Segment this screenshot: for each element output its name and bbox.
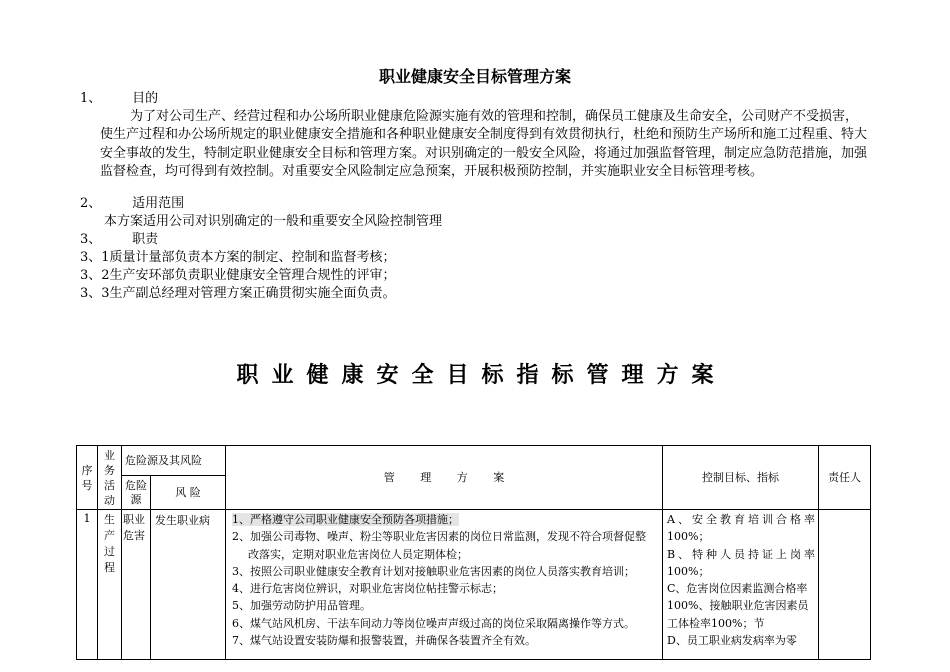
row-activity: 生产过程 [98,510,122,660]
target-item: C、危害岗位因素监测合格率 [667,582,808,596]
target-item: A、安全教育培训合格率 [667,513,815,526]
section-number: 3、 [80,232,102,247]
target-item: 100%； [667,564,710,578]
section-title: 目的 [132,91,159,106]
section-3-heading [80,231,158,249]
header-hazard: 危险源 [122,476,151,510]
section-title: 职责 [132,232,159,247]
document-title: 职业健康安全目标管理方案 [378,67,571,86]
header-owner: 责任人 [819,446,871,510]
header-plan: 管 理 方 案 [226,446,663,510]
management-plan-table [76,445,871,660]
header-hazard-group: 危险源及其风险 [122,446,226,476]
target-item: 100%； [667,530,710,544]
measure-item: 7、煤气站设置安装防爆和报警装置，并确保各装置齐全有效。 [232,634,536,648]
measure-item: 2、加强公司毒物、噪声、粉尘等职业危害因素的岗位日常监测，发现不符合项督促整 [232,530,646,544]
section-number: 1、 [80,91,102,106]
target-item: B、特种人员持证上岗率 [667,547,815,561]
measure-item: 改落实，定期对职业危害岗位人员定期体检； [248,547,468,561]
row-targets [663,510,819,660]
section-1-heading [80,90,158,108]
row-hazard: 职业危害 [122,510,151,660]
header-seq: 序号 [77,446,98,510]
responsibility-item: 3、1质量计量部负责本方案的制定、控制和监督考核； [80,250,396,265]
responsibility-item: 3、3生产副总经理对管理方案正确贯彻实施全面负责。 [80,286,396,301]
scope-text: 本方案适用公司对识别确定的一般和重要安全风险控制管理 [104,214,443,229]
row-risk: 发生职业病 [151,510,226,660]
measure-item: 6、煤气站风机房、干法车间动力等岗位噪声声级过高的岗位采取隔离操作等方式。 [232,616,635,630]
row-seq: 1 [77,510,98,660]
header-activity: 业务活动 [98,446,122,510]
row-measures [226,510,663,660]
section-number: 2、 [80,196,102,211]
measure-item: 1、严格遵守公司职业健康安全预防各项措施； [232,513,459,526]
header-risk: 风 险 [151,476,226,510]
measure-item: 3、按照公司职业健康安全教育计划对接触职业危害因素的岗位人员落实教育培训； [232,564,635,578]
measure-item: 4、进行危害岗位辨识，对职业危害岗位帖挂警示标志； [232,582,503,596]
target-item: 工体检率100%；节 [667,616,765,630]
table-title: 职业健康安全目标指标管理方案 [236,363,727,388]
header-target: 控制目标、指标 [663,446,819,510]
target-item: D、员工职业病发病率为零 [667,634,797,648]
section-2-heading [80,195,184,213]
measure-item: 5、加强劳动防护用品管理。 [232,599,371,613]
target-item: 100%、接触职业危害因素员 [667,599,809,613]
row-owner [819,510,871,660]
responsibility-item: 3、2生产安环部负责职业健康安全管理合规性的评审； [80,268,396,283]
section-title: 适用范围 [132,196,185,211]
purpose-paragraph: 为了对公司生产、经营过程和办公场所职业健康危险源实施有效的管理和控制，确保员工健康及生命安全，公司财产不受损害，使生产过程和办公场所规定的职业健康安全措施和各种职业健康安全制度得到有效贯彻执行，杜绝和预防生产场所和施工过程重、特大安全事故的发生，特制定职业健康安全目标和管理方案。对识别确定的一般安全风险，将通过加强监督管理，制定应急防范措施，加强监督检查，均可得到有效控制。对重要安全风险制定应急预案，开展积极预防控制，并实施职业安全目标管理考核。 [100,109,868,180]
